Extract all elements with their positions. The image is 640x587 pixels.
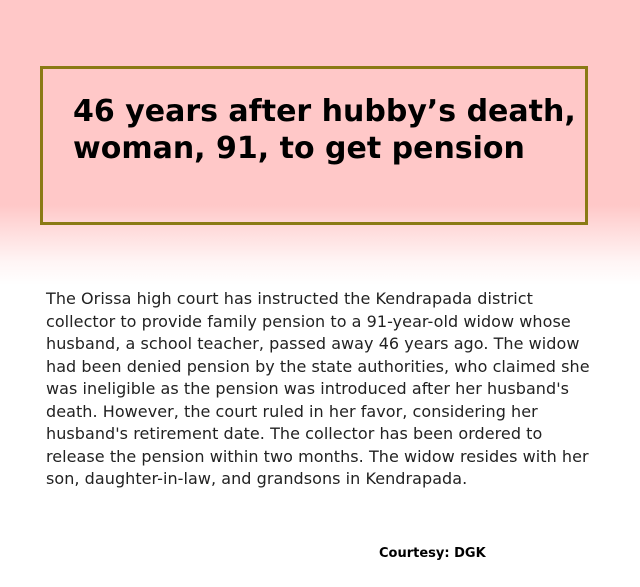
- article-body: The Orissa high court has instructed the Kendrapada district collector to provide family pension to a 91-year-old widow whose husband, a school teacher, passed away 46 years ago. The widow had been denied pension by the state authorities, who claimed she was ineligible as the pension was introduced after her husband's death. However, the court ruled in her favor, considering her husband's retirement date. The collector has been ordered to release the pension within two months. The widow resides with her son, daughter-in-law, and grandsons in Kendrapada.: [46, 289, 590, 488]
- headline-box: [40, 66, 588, 225]
- courtesy-credit: Courtesy: DGK: [379, 546, 486, 561]
- headline: 46 years after hubby’s death, woman, 91, to get pension: [73, 94, 576, 166]
